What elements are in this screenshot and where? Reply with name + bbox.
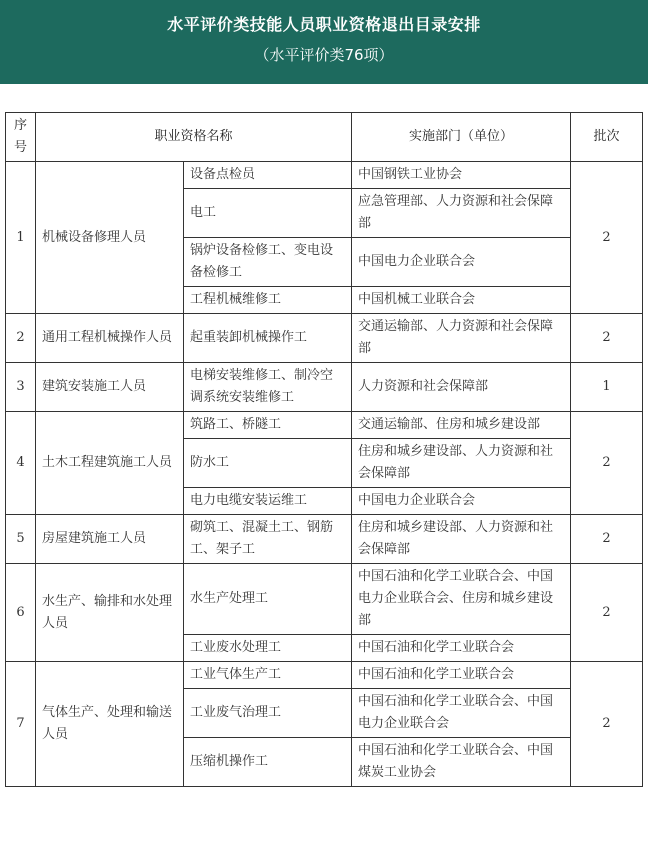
page-title: 水平评价类技能人员职业资格退出目录安排 — [167, 15, 481, 34]
department-cell: 住房和城乡建设部、人力资源和社会保障部 — [352, 439, 571, 488]
qualification-cell: 电工 — [184, 189, 352, 238]
department-cell: 中国石油和化学工业联合会、中国电力企业联合会、住房和城乡建设部 — [352, 564, 571, 635]
department-cell: 中国钢铁工业协会 — [352, 162, 571, 189]
qualification-cell: 工业气体生产工 — [184, 662, 352, 689]
department-cell: 中国电力企业联合会 — [352, 238, 571, 287]
qualification-cell: 电力电缆安装运维工 — [184, 488, 352, 515]
department-cell: 中国机械工业联合会 — [352, 287, 571, 314]
table-row — [6, 314, 643, 363]
table-row — [6, 564, 643, 635]
row-number: 3 — [6, 363, 36, 412]
qualification-cell: 防水工 — [184, 439, 352, 488]
category-cell: 土木工程建筑施工人员 — [36, 412, 184, 515]
table-body — [6, 162, 643, 787]
header-batch: 批次 — [571, 113, 643, 162]
department-cell: 交通运输部、人力资源和社会保障部 — [352, 314, 571, 363]
batch-cell: 1 — [571, 363, 643, 412]
page-subtitle: （水平评价类76项） — [254, 46, 394, 64]
qualification-cell: 压缩机操作工 — [184, 738, 352, 787]
table-row — [6, 412, 643, 439]
table-header-row — [6, 113, 643, 162]
qualification-cell: 电梯安装维修工、制冷空调系统安装维修工 — [184, 363, 352, 412]
row-number: 5 — [6, 515, 36, 564]
department-cell: 中国石油和化学工业联合会 — [352, 662, 571, 689]
table-row — [6, 515, 643, 564]
category-cell: 水生产、输排和水处理人员 — [36, 564, 184, 662]
qualification-cell: 砌筑工、混凝土工、钢筋工、架子工 — [184, 515, 352, 564]
row-number: 4 — [6, 412, 36, 515]
header-seq: 序号 — [6, 113, 36, 162]
table-row — [6, 662, 643, 689]
batch-cell: 2 — [571, 515, 643, 564]
department-cell: 应急管理部、人力资源和社会保障部 — [352, 189, 571, 238]
batch-cell: 2 — [571, 412, 643, 515]
qualification-cell: 锅炉设备检修工、变电设备检修工 — [184, 238, 352, 287]
qualification-cell: 设备点检员 — [184, 162, 352, 189]
qualification-cell: 筑路工、桥隧工 — [184, 412, 352, 439]
row-number: 1 — [6, 162, 36, 314]
batch-cell: 2 — [571, 314, 643, 363]
table-row — [6, 363, 643, 412]
category-cell: 房屋建筑施工人员 — [36, 515, 184, 564]
row-number: 7 — [6, 662, 36, 787]
batch-cell: 2 — [571, 162, 643, 314]
category-cell: 气体生产、处理和输送人员 — [36, 662, 184, 787]
category-cell: 建筑安装施工人员 — [36, 363, 184, 412]
header-name: 职业资格名称 — [36, 113, 352, 162]
department-cell: 住房和城乡建设部、人力资源和社会保障部 — [352, 515, 571, 564]
department-cell: 人力资源和社会保障部 — [352, 363, 571, 412]
qualification-cell: 工业废气治理工 — [184, 689, 352, 738]
qualification-cell: 工程机械维修工 — [184, 287, 352, 314]
table-row — [6, 162, 643, 189]
department-cell: 中国石油和化学工业联合会、中国电力企业联合会 — [352, 689, 571, 738]
qualification-cell: 工业废水处理工 — [184, 635, 352, 662]
qualification-cell: 水生产处理工 — [184, 564, 352, 635]
department-cell: 中国石油和化学工业联合会 — [352, 635, 571, 662]
row-number: 2 — [6, 314, 36, 363]
department-cell: 交通运输部、住房和城乡建设部 — [352, 412, 571, 439]
category-cell: 机械设备修理人员 — [36, 162, 184, 314]
header-banner — [0, 0, 648, 84]
row-number: 6 — [6, 564, 36, 662]
qualification-cell: 起重装卸机械操作工 — [184, 314, 352, 363]
department-cell: 中国石油和化学工业联合会、中国煤炭工业协会 — [352, 738, 571, 787]
batch-cell: 2 — [571, 564, 643, 662]
category-cell: 通用工程机械操作人员 — [36, 314, 184, 363]
qualification-table — [5, 112, 643, 787]
batch-cell: 2 — [571, 662, 643, 787]
department-cell: 中国电力企业联合会 — [352, 488, 571, 515]
header-dept: 实施部门（单位） — [352, 113, 571, 162]
